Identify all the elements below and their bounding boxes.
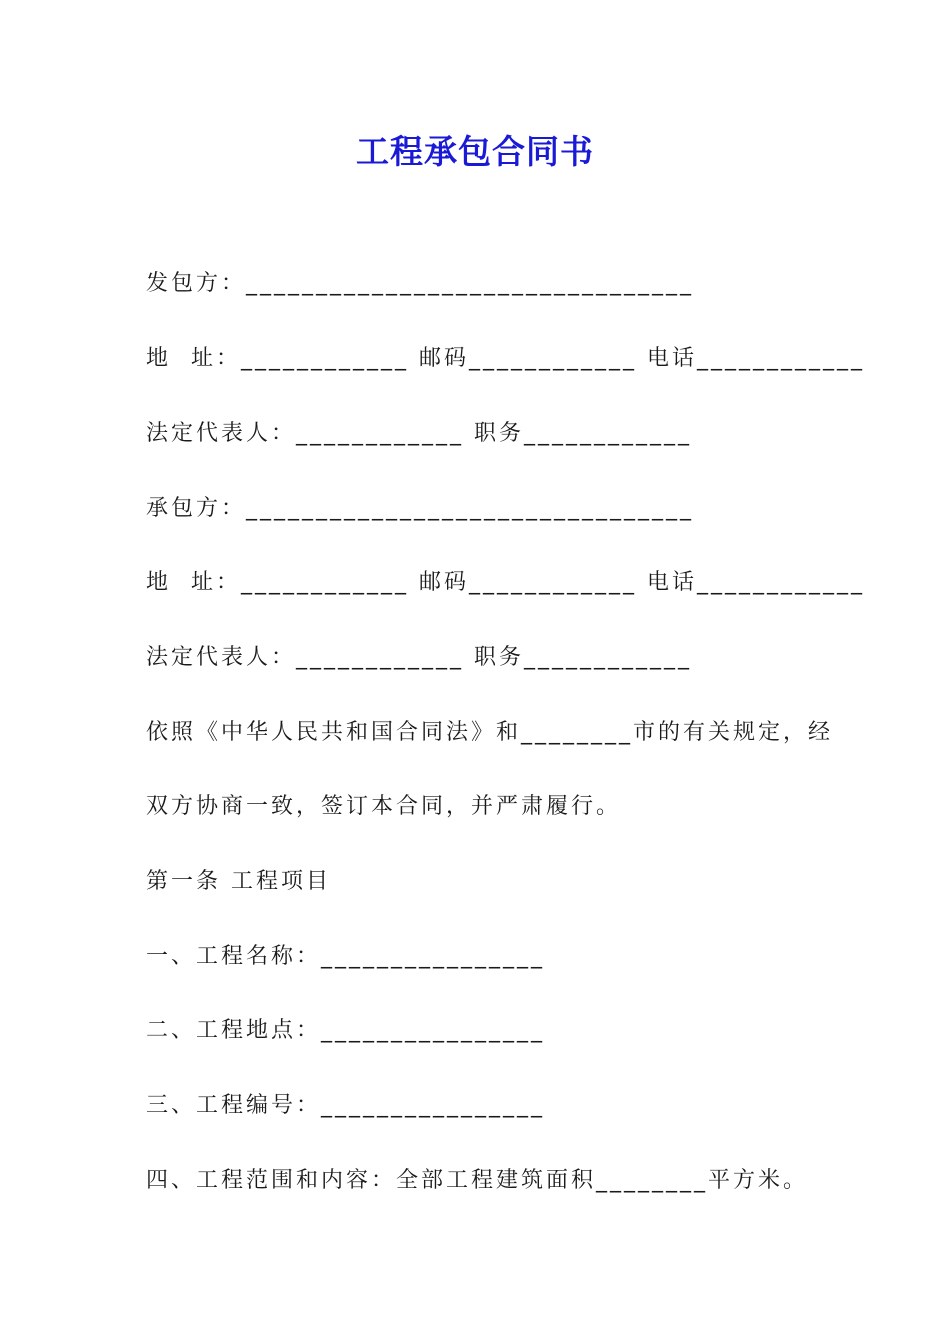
- project-name-line: 一、工程名称：________________: [146, 944, 546, 969]
- party-a-representative-line: 法定代表人：____________ 职务____________: [146, 421, 692, 446]
- party-b-address-line: 地 址：____________ 邮码____________ 电话____________: [146, 570, 865, 595]
- party-a-line: 发包方：________________________________: [146, 271, 695, 296]
- party-b-representative-line: 法定代表人：____________ 职务____________: [146, 645, 692, 670]
- project-number-line: 三、工程编号：________________: [146, 1093, 546, 1118]
- basis-paragraph-line-2: 双方协商一致，签订本合同，并严肃履行。: [146, 794, 622, 819]
- party-b-line: 承包方：________________________________: [146, 496, 695, 521]
- article-1-heading: 第一条 工程项目: [146, 869, 331, 894]
- document-title: 工程承包合同书: [356, 132, 594, 171]
- project-scope-line: 四、工程范围和内容：全部工程建筑面积________平方米。: [146, 1168, 809, 1193]
- basis-paragraph-line-1: 依照《中华人民共和国合同法》和________市的有关规定，经: [146, 720, 834, 745]
- project-location-line: 二、工程地点：________________: [146, 1018, 546, 1043]
- party-a-address-line: 地 址：____________ 邮码____________ 电话____________: [146, 346, 865, 371]
